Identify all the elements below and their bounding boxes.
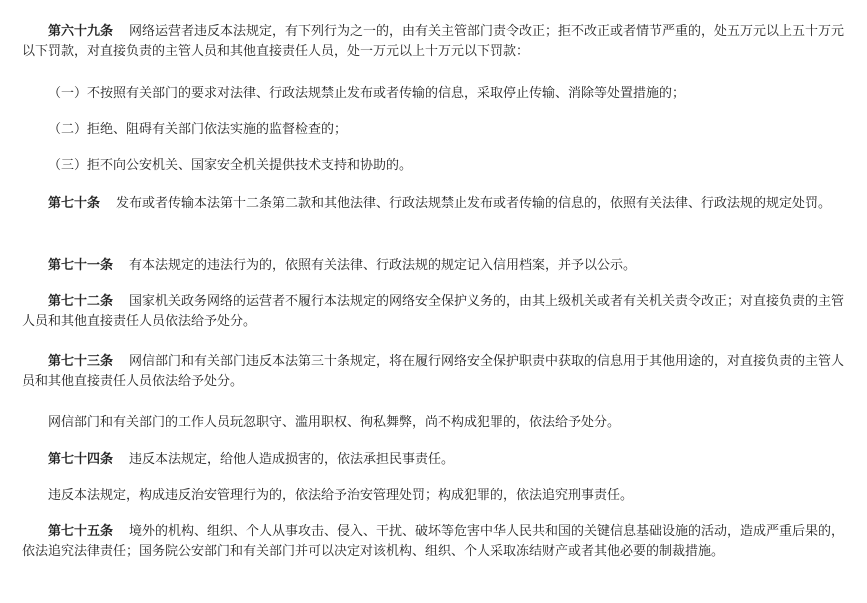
- article-text: 有本法规定的违法行为的，依照有关法律、行政法规的规定记入信用档案，并予以公示。: [129, 258, 637, 273]
- article-text: 发布或者传输本法第十二条第二款和其他法律、行政法规禁止发布或者传输的信息的，依照有关法律、行政法规的规定处罚。: [116, 196, 832, 211]
- article-73: [22, 352, 847, 392]
- article-text: 境外的机构、组织、个人从事攻击、侵入、干扰、破坏等危害中华人民共和国的关键信息基础设施的活动，造成严重后果的，依法追究法律责任；国务院公安部门和有关部门并可以决定对该机构、组织、个人采取冻结财产或者其他必要的制裁措施。: [22, 524, 845, 559]
- article-69-item-2: [22, 120, 847, 140]
- article-number: 第七十三条: [48, 354, 114, 369]
- article-71: [22, 256, 847, 276]
- paragraph-text: 违反本法规定，构成违反治安管理行为的，依法给予治安管理处罚；构成犯罪的，依法追究刑事责任。: [48, 488, 634, 503]
- article-text: 网络运营者违反本法规定，有下列行为之一的，由有关主管部门责令改正；拒不改正或者情节严重的，处五万元以上五十万元以下罚款，对直接负责的主管人员和其他直接责任人员，处一万元以上十万元以下罚款：: [22, 24, 845, 59]
- article-text: 国家机关政务网络的运营者不履行本法规定的网络安全保护义务的，由其上级机关或者有关机关责令改正；对直接负责的主管人员和其他直接责任人员依法给予处分。: [22, 294, 845, 329]
- article-text: 网信部门和有关部门违反本法第三十条规定，将在履行网络安全保护职责中获取的信息用于其他用途的，对直接负责的主管人员和其他直接责任人员依法给予处分。: [22, 354, 845, 389]
- item-text: （二）拒绝、阻碍有关部门依法实施的监督检查的；: [48, 122, 348, 137]
- article-number: 第七十五条: [48, 524, 114, 539]
- article-75: [22, 522, 847, 562]
- article-74-paragraph-2: [22, 486, 847, 506]
- article-69: [22, 22, 847, 62]
- article-number: 第七十四条: [48, 452, 114, 467]
- item-text: （一）不按照有关部门的要求对法律、行政法规禁止发布或者传输的信息，采取停止传输、消除等处置措施的；: [48, 86, 686, 101]
- article-69-item-3: [22, 156, 847, 176]
- article-72: [22, 292, 847, 332]
- article-70: [22, 194, 847, 214]
- article-73-paragraph-2: [22, 413, 847, 433]
- article-text: 违反本法规定，给他人造成损害的，依法承担民事责任。: [129, 452, 455, 467]
- article-number: 第七十一条: [48, 258, 114, 273]
- item-text: （三）拒不向公安机关、国家安全机关提供技术支持和协助的。: [48, 158, 413, 173]
- article-number: 第六十九条: [48, 24, 114, 39]
- article-number: 第七十二条: [48, 294, 114, 309]
- article-number: 第七十条: [48, 196, 101, 211]
- article-74: [22, 450, 847, 470]
- paragraph-text: 网信部门和有关部门的工作人员玩忽职守、滥用职权、徇私舞弊，尚不构成犯罪的，依法给予处分。: [48, 415, 621, 430]
- article-69-item-1: [22, 84, 847, 104]
